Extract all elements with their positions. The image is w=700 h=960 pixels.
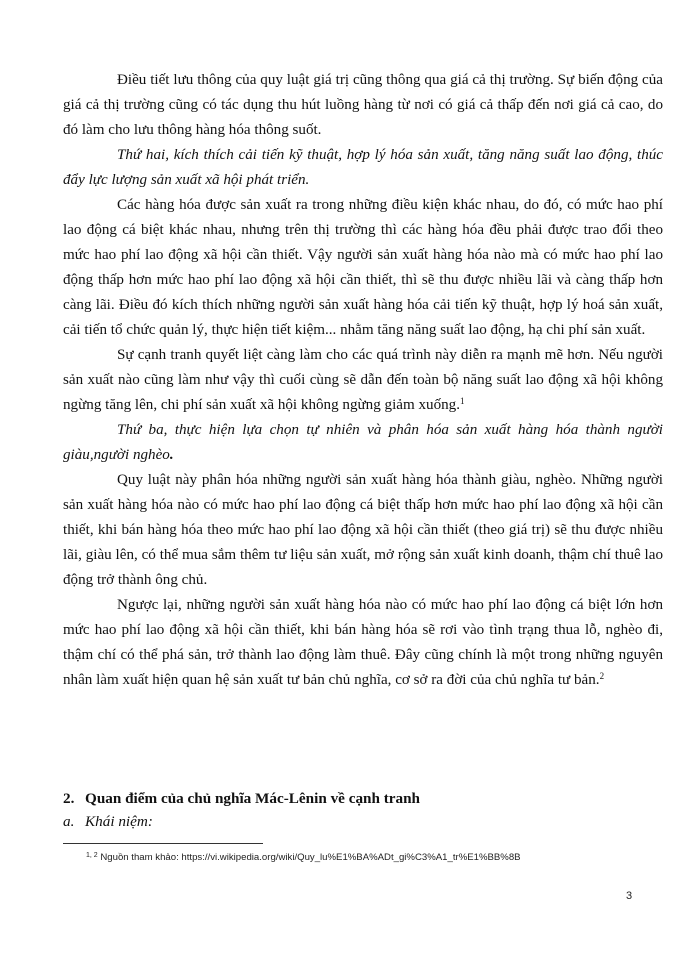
page-number: 3 xyxy=(626,890,633,902)
footnote xyxy=(86,852,521,863)
paragraph-competition-text: Sự cạnh tranh quyết liệt càng làm cho các quá trình này diễn ra mạnh mẽ hơn. Nếu người sản xuất nào cũng làm như vậy thì cuối cùng sẽ dẫn đến toàn bộ năng suất lao động xã hội không ngừng tăng lên, chi phí sản xuất xã hội không ngừng giảm xuống. xyxy=(63,347,663,413)
paragraph-price-circulation: Điều tiết lưu thông của quy luật giá trị cũng thông qua giá cả thị trường. Sự biến động của giá cả thị trường cũng có tác dụng thu hút luồng hàng từ nơi có giá cả thấp đến nơi giá cả cao, do đó làm cho lưu thông hàng hóa thông suốt. xyxy=(63,72,663,138)
section-heading xyxy=(63,790,420,808)
bold-period: . xyxy=(169,447,174,463)
paragraph-third-effect-heading xyxy=(63,418,663,468)
paragraph-conversely xyxy=(63,593,663,693)
section-heading-text: Quan điểm của chủ nghĩa Mác-Lênin về cạnh tranh xyxy=(85,790,421,807)
footnote-text: Nguồn tham khảo: https://vi.wikipedia.org/wiki/Quy_lu%E1%BA%ADt_gi%C3%A1_tr%E1%BB%8B xyxy=(97,852,521,863)
footnote-marks: 1, 2 xyxy=(86,852,98,859)
paragraph-differentiation: Quy luật này phân hóa những người sản xuất hàng hóa thành giàu, nghèo. Những người sản xuất hàng hóa nào có mức hao phí lao động cá biệt thấp hơn mức hao phí lao động xã hội cần thiết, khi bán hàng hóa theo mức hao phí lao động xã hội cần thiết (theo giá trị) sẽ thu được nhiều lãi, giàu lên, có thể mua sắm thêm tư liệu sản xuất, mở rộng sản xuất kinh doanh, thậm chí thuê lao động trở thành ông chủ. xyxy=(63,472,663,588)
paragraph-second-effect-heading: Thứ hai, kích thích cải tiến kỹ thuật, hợp lý hóa sản xuất, tăng năng suất lao động, thúc đẩy lực lượng sản xuất xã hội phát triển. xyxy=(63,147,663,188)
paragraph-labor-cost: Các hàng hóa được sản xuất ra trong những điều kiện khác nhau, do đó, có mức hao phí lao động cá biệt khác nhau, nhưng trên thị trường thì các hàng hóa đều phải được trao đổi theo mức hao phí lao động xã hội cần thiết. Vậy người sản xuất hàng hóa nào mà có mức hao phí lao động thấp hơn mức hao phí lao động xã hội cần thiết, thì sẽ thu được nhiều lãi và càng thấp hơn càng lãi. Điều đó kích thích những người sản xuất hàng hóa cải tiến kỹ thuật, hợp lý hoá sản xuất, cải tiến tổ chức quản lý, thực hiện tiết kiệm... nhằm tăng năng suất lao động, hạ chi phí sản xuất. xyxy=(63,197,663,338)
section-heading-number: 2. xyxy=(63,790,75,807)
paragraph-competition xyxy=(63,343,663,418)
footnote-ref-1: 1 xyxy=(460,396,465,406)
subsection-heading xyxy=(63,813,153,831)
footnote-separator xyxy=(63,843,263,844)
body-text xyxy=(63,68,663,693)
subsection-heading-text: Khái niệm: xyxy=(85,813,153,830)
subsection-heading-number: a. xyxy=(63,813,75,830)
paragraph-third-effect-text: Thứ ba, thực hiện lựa chọn tự nhiên và phân hóa sản xuất hàng hóa thành người giàu,người nghèo xyxy=(63,422,663,463)
paragraph-conversely-text: Ngược lại, những người sản xuất hàng hóa nào có mức hao phí lao động cá biệt lớn hơn mức hao phí lao động xã hội cần thiết, khi bán hàng hóa sẽ rơi vào tình trạng thua lỗ, nghèo đi, thậm chí có thể phá sản, trở thành lao động làm thuê. Đây cũng chính là một trong những nguyên nhân làm xuất hiện quan hệ sản xuất tư bản chủ nghĩa, cơ sở ra đời của chủ nghĩa tư bản. xyxy=(63,597,663,688)
footnote-ref-2: 2 xyxy=(599,671,605,681)
